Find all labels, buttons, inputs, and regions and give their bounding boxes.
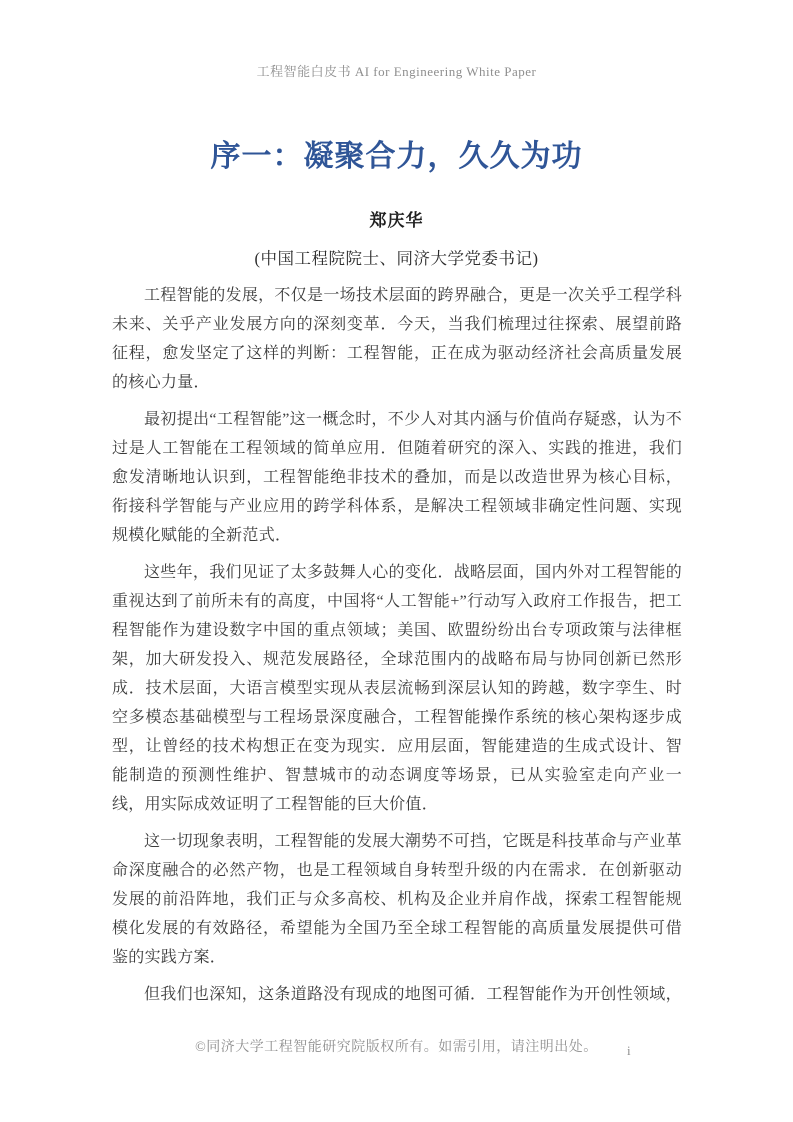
footer-copyright: ©同济大学工程智能研究院版权所有。如需引用，请注明出处。 bbox=[195, 1040, 598, 1055]
body-text bbox=[112, 281, 682, 1017]
body-paragraph-2: 最初提出“工程智能”这一概念时，不少人对其内涵与价值尚存疑惑，认为不过是人工智能在工程领域的简单应用．但随着研究的深入、实践的推进，我们愈发清晰地认识到，工程智能绝非技术的叠加，而是以改造世界为核心目标，衔接科学智能与产业应用的跨学科体系，是解决工程领域非确定性问题、实现规模化赋能的全新范式． bbox=[112, 411, 682, 544]
doc-title: 序一：凝聚合力，久久为功 bbox=[210, 140, 583, 173]
body-paragraph-5: 但我们也深知，这条道路没有现成的地图可循．工程智能作为开创性领域， bbox=[144, 986, 682, 1003]
author-affiliation: (中国工程院院士、同济大学党委书记) bbox=[254, 249, 539, 268]
body-paragraph-4: 这一切现象表明，工程智能的发展大潮势不可挡，它既是科技革命与产业革命深度融合的必然产物，也是工程领域自身转型升级的内在需求．在创新驱动发展的前沿阵地，我们正与众多高校、机构及企业并肩作战，探索工程智能规模化发展的有效路径，希望能为全国乃至全球工程智能的高质量发展提供可借鉴的实践方案． bbox=[112, 833, 682, 966]
page-number: i bbox=[627, 1043, 631, 1058]
body-paragraph-3: 这些年，我们见证了太多鼓舞人心的变化．战略层面，国内外对工程智能的重视达到了前所未有的高度，中国将“人工智能+”行动写入政府工作报告，把工程智能作为建设数字中国的重点领域；美国、欧盟纷纷出台专项政策与法律框架，加大研发投入、规范发展路径，全球范围内的战略布局与协同创新已然形成．技术层面，大语言模型实现从表层流畅到深层认知的跨越，数字孪生、时空多模态基础模型与工程场景深度融合，工程智能操作系统的核心架构逐步成型，让曾经的技术构想正在变为现实．应用层面，智能建造的生成式设计、智能制造的预测性维护、智慧城市的动态调度等场景，已从实验室走向产业一线，用实际成效证明了工程智能的巨大价值． bbox=[112, 564, 682, 813]
running-header: 工程智能白皮书 AI for Engineering White Paper bbox=[256, 64, 537, 79]
author-name: 郑庆华 bbox=[369, 211, 424, 230]
body-paragraph-1: 工程智能的发展，不仅是一场技术层面的跨界融合，更是一次关乎工程学科未来、关乎产业发展方向的深刻变革．今天，当我们梳理过往探索、展望前路征程，愈发坚定了这样的判断：工程智能，正在成为驱动经济社会高质量发展的核心力量． bbox=[112, 287, 682, 391]
